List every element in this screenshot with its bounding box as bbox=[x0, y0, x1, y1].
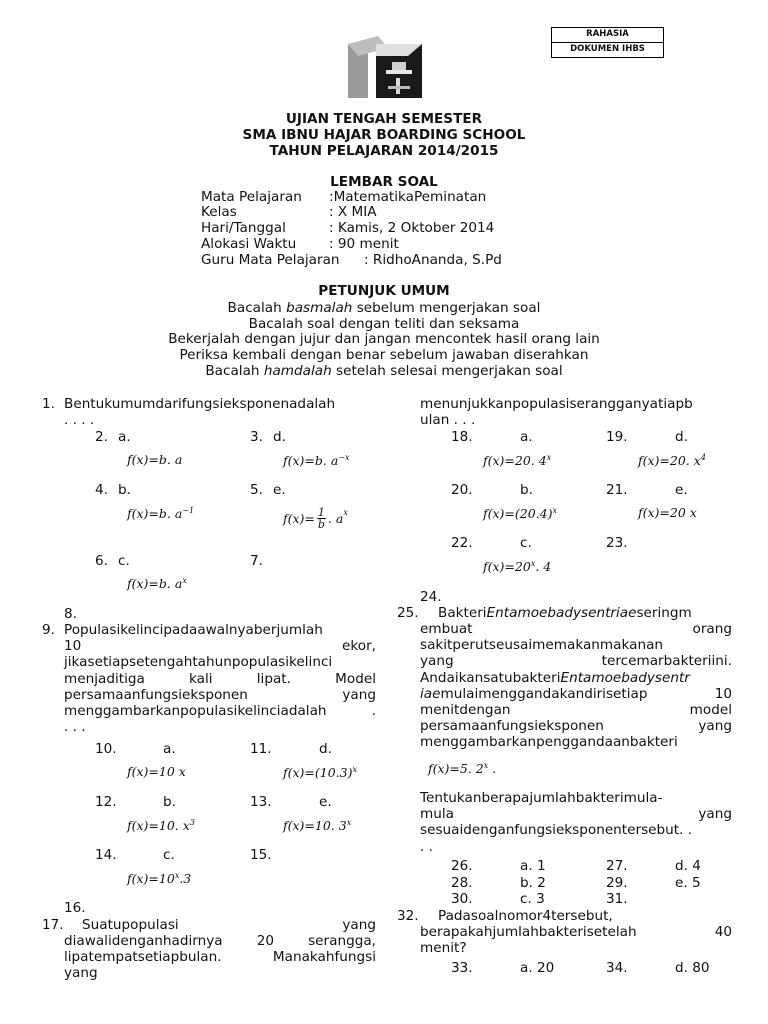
option-letter: a. bbox=[520, 429, 533, 445]
info-value: : Kamis, 2 Oktober 2014 bbox=[329, 220, 495, 236]
list-number: 21. bbox=[606, 482, 628, 498]
option-formula: f(x)=10 x bbox=[127, 764, 186, 779]
list-number: 22. bbox=[451, 535, 473, 551]
option-letter: c. bbox=[520, 535, 532, 551]
option-letter: d. bbox=[273, 429, 286, 445]
question-text: ulan . . . bbox=[420, 412, 476, 428]
option-answer: b. 2 bbox=[520, 875, 546, 891]
option-answer: d. 4 bbox=[675, 858, 701, 874]
instruction-4: Periksa kembali dengan benar sebelum jawaban diserahkan bbox=[179, 347, 589, 363]
school-logo-icon bbox=[348, 36, 422, 98]
confidential-stamp bbox=[551, 27, 664, 58]
option-formula: f(x)=b. $a^{-x}$ bbox=[283, 453, 350, 469]
option-formula: f(x)=10. 3$^x$ bbox=[283, 818, 352, 834]
question-text: Bentukumumdarifungsieksponenadalah bbox=[64, 396, 336, 412]
option-answer: a. 20 bbox=[520, 960, 555, 976]
option-formula: f(x)=b. a bbox=[127, 452, 183, 467]
option-answer: d. 80 bbox=[675, 960, 710, 976]
list-number: 12. bbox=[95, 794, 117, 810]
list-number: 30. bbox=[451, 891, 473, 907]
option-letter: a. bbox=[118, 429, 131, 445]
option-formula: $f(x)=(20.4)^x$ bbox=[483, 506, 558, 522]
list-number: 7. bbox=[250, 553, 263, 569]
list-number: 29. bbox=[606, 875, 628, 891]
list-number: 19. bbox=[606, 429, 628, 445]
question-number: 32. bbox=[397, 908, 419, 924]
option-letter: d. bbox=[319, 741, 332, 757]
question-text: diawalidenganhadirnya 20 serangga, lipatempatsetiapbulan. Manakahfungsi yang bbox=[64, 933, 376, 982]
list-number: 5. bbox=[250, 482, 263, 498]
list-number: 6. bbox=[95, 553, 108, 569]
info-value: : RidhoAnanda, S.Pd bbox=[364, 252, 502, 268]
option-letter: b. bbox=[118, 482, 131, 498]
option-formula: f(x)=20. 4$^x$ bbox=[483, 453, 552, 469]
option-letter: b. bbox=[163, 794, 176, 810]
option-letter: a. bbox=[163, 741, 176, 757]
list-number: 20. bbox=[451, 482, 473, 498]
instruction-2: Bacalah soal dengan teliti dan seksama bbox=[248, 316, 520, 332]
stamp-dokumen: DOKUMEN IHBS bbox=[552, 42, 663, 57]
option-letter: d. bbox=[675, 429, 688, 445]
question-text: BakteriEntamoebadysentriaeseringm bbox=[438, 605, 692, 621]
info-label: Alokasi Waktu bbox=[201, 236, 297, 252]
question-formula: f(x)=5. 2$^x$ . bbox=[428, 761, 497, 777]
option-formula: f(x)=20 x bbox=[638, 505, 697, 520]
option-letter: e. bbox=[319, 794, 332, 810]
question-text: Populasikelincipadaawalnyaberjumlah 10 ekor, jikasetiapsetengahtahunpopulasikelinci menjaditiga kali lipat. Model persamaanfungsieksponen yang menggambarkanpopulasikelinciadalah . . . . bbox=[64, 622, 376, 736]
sheet-title: LEMBAR SOAL bbox=[330, 174, 438, 190]
option-answer: e. 5 bbox=[675, 875, 701, 891]
list-number: 18. bbox=[451, 429, 473, 445]
question-number: 25. bbox=[397, 605, 419, 621]
list-number: 3. bbox=[250, 429, 263, 445]
option-formula: f(x)=10. $x^3$ bbox=[127, 818, 195, 834]
option-formula: f(x)=20. $x^4$ bbox=[638, 453, 706, 469]
school-name: SMA IBNU HAJAR BOARDING SCHOOL bbox=[242, 127, 526, 143]
list-number: 23. bbox=[606, 535, 628, 551]
list-number: 11. bbox=[250, 741, 272, 757]
list-number: 14. bbox=[95, 847, 117, 863]
question-number: 9. bbox=[42, 622, 55, 638]
instruction-1: Bacalah basmalah sebelum mengerjakan soal bbox=[227, 300, 541, 316]
info-label: Hari/Tanggal bbox=[201, 220, 286, 236]
option-formula: f(x)= $\frac{1}{b}$ . a $^x$ bbox=[283, 506, 348, 531]
option-formula: f(x)=b. $a^x$ bbox=[127, 576, 187, 592]
list-number: 24. bbox=[420, 589, 442, 605]
list-number: 4. bbox=[95, 482, 108, 498]
academic-year: TAHUN PELAJARAN 2014/2015 bbox=[269, 143, 499, 159]
question-number: 1. bbox=[42, 396, 55, 412]
list-number: 26. bbox=[451, 858, 473, 874]
list-number: 27. bbox=[606, 858, 628, 874]
option-formula: $f(x)=20^x$. 4 bbox=[483, 559, 552, 575]
option-formula: $f(x)=(10.3)^x$ bbox=[283, 765, 358, 781]
question-number: 17. bbox=[42, 917, 64, 933]
stamp-rahasia: RAHASIA bbox=[586, 29, 629, 39]
info-value: :MatematikaPeminatan bbox=[329, 189, 487, 205]
question-text: Tentukanberapajumlahbakterimula- mula yang sesuaidenganfungsieksponentersebut. . . . bbox=[420, 790, 732, 855]
instructions-title: PETUNJUK UMUM bbox=[318, 283, 450, 299]
question-text: . . . . bbox=[64, 412, 95, 428]
info-value: : 90 menit bbox=[329, 236, 399, 252]
option-letter: b. bbox=[520, 482, 533, 498]
option-formula: $f(x)=10^x.3$ bbox=[127, 871, 192, 887]
option-letter: e. bbox=[273, 482, 286, 498]
option-letter: c. bbox=[163, 847, 175, 863]
list-number: 16. bbox=[64, 900, 86, 916]
info-label: Kelas bbox=[201, 204, 237, 220]
info-label: Mata Pelajaran bbox=[201, 189, 302, 205]
list-number: 34. bbox=[606, 960, 628, 976]
info-value: : X MIA bbox=[329, 204, 377, 220]
list-number: 8. bbox=[64, 606, 77, 622]
list-number: 10. bbox=[95, 741, 117, 757]
question-text: embuat orang sakitperutseusaimemakanmakanan yang tercemarbakteriini. AndaikansatubakteriEntamoebadysentr iaemulaimenggandakandirisetiap 10 menitdengan model persamaanfungsieksponen yang menggambarkanpenggandaanbakteri bbox=[420, 621, 732, 751]
option-letter: e. bbox=[675, 482, 688, 498]
option-answer: a. 1 bbox=[520, 858, 546, 874]
list-number: 13. bbox=[250, 794, 272, 810]
option-formula: f(x)=b. $a^{-1}$ bbox=[127, 506, 195, 522]
question-text: Suatupopulasi yang bbox=[82, 917, 376, 933]
list-number: 2. bbox=[95, 429, 108, 445]
info-label: Guru Mata Pelajaran bbox=[201, 252, 340, 268]
instruction-5: Bacalah hamdalah setelah selesai mengerjakan soal bbox=[205, 363, 563, 379]
option-letter: c. bbox=[118, 553, 130, 569]
list-number: 28. bbox=[451, 875, 473, 891]
exam-title: UJIAN TENGAH SEMESTER bbox=[285, 111, 483, 127]
option-answer: c. 3 bbox=[520, 891, 545, 907]
instruction-3: Bekerjalah dengan jujur dan jangan mencontek hasil orang lain bbox=[168, 331, 600, 347]
list-number: 15. bbox=[250, 847, 272, 863]
list-number: 33. bbox=[451, 960, 473, 976]
question-text: berapakahjumlahbakterisetelah 40 menit? bbox=[420, 924, 732, 957]
list-number: 31. bbox=[606, 891, 628, 907]
question-text: Padasoalnomor4tersebut, bbox=[438, 908, 613, 924]
question-text: menunjukkanpopulasiserangganyatiapb bbox=[420, 396, 693, 412]
